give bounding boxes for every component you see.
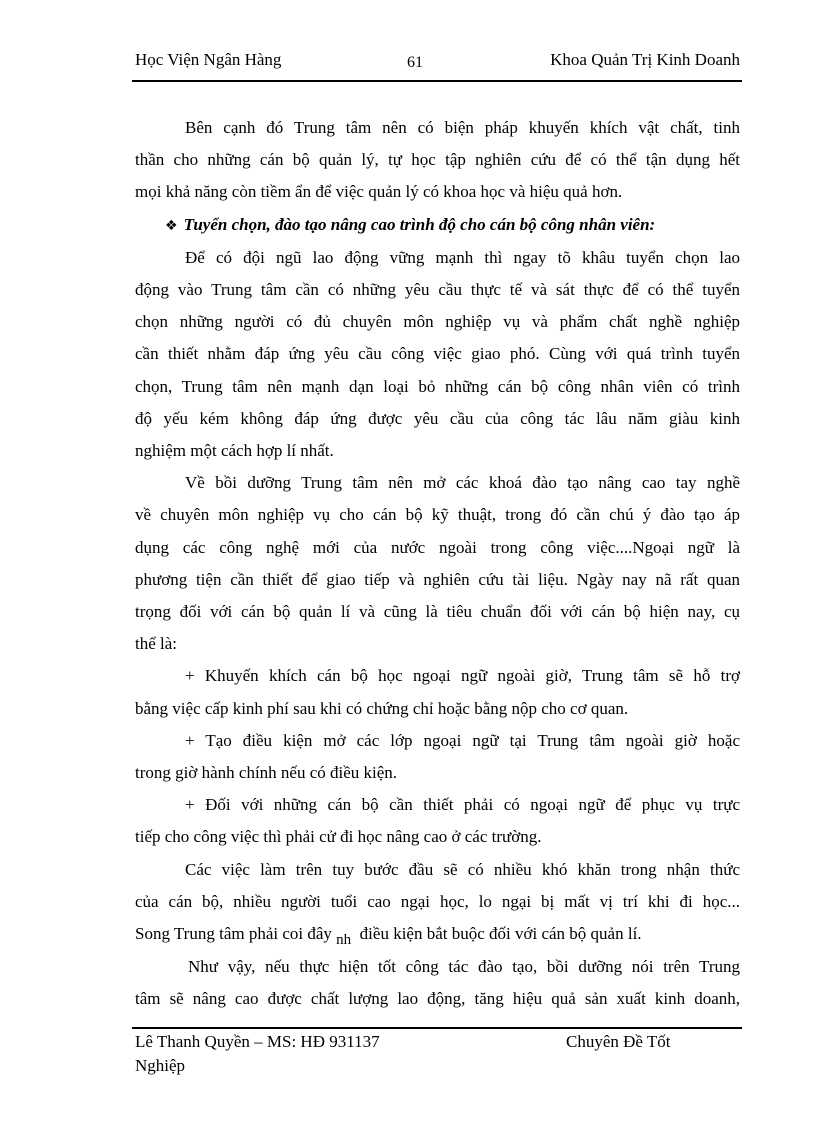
paragraph-line: trọng đối với cán bộ quản lí và cũng là tiêu chuẩn đối với cán bộ hiện nay, cụ [135, 602, 740, 622]
paragraph-line: phương tiện cần thiết để giao tiếp và nghiên cứu tài liệu. Ngày nay nã rất quan [135, 569, 740, 589]
paragraph-line: nghiệm một cách hợp lí nhất. [135, 441, 334, 461]
section-heading-text: Tuyển chọn, đào tạo nâng cao trình độ cho cán bộ công nhân viên: [183, 214, 656, 234]
paragraph-line: mọi khả năng còn tiềm ẩn để việc quản lý có khoa học và hiệu quả hơn. [135, 182, 623, 202]
paragraph-line: chọn, Trung tâm nên mạnh dạn loại bỏ những cán bộ công nhân viên có trình [135, 376, 740, 396]
paragraph-line: thần cho những cán bộ quản lý, tự học tập nghiên cứu để có thể tận dụng hết [135, 150, 740, 170]
header-institution: Học Viện Ngân Hàng [135, 50, 282, 69]
paragraph-line: tâm sẽ nâng cao được chất lượng lao động, tăng hiệu quả sản xuất kinh doanh, [135, 989, 740, 1009]
page-number: 61 [407, 54, 423, 71]
paragraph-line: thể là: [135, 634, 178, 654]
paragraph-line: của cán bộ, nhiều người tuổi cao ngại học, lo ngại bị mất vị trí khi đi học... [135, 891, 740, 911]
paragraph-line: độ yếu kém không đáp ứng được yêu cầu của công tác lâu năm giàu kinh [135, 408, 740, 428]
diamond-bullet-icon: ❖ [165, 217, 178, 234]
paragraph-line: Như vậy, nếu thực hiện tốt công tác đào tạo, bồi dưỡng nói trên Trung [188, 957, 740, 977]
footer-title: Chuyên Đề Tốt [566, 1032, 671, 1051]
list-item-line: + Đối với những cán bộ cần thiết phải có ngoại ngữ để phục vụ trực [185, 795, 740, 815]
paragraph-line: dụng các công nghệ mới của nước ngoài trong công việc....Ngoại ngữ là [135, 537, 740, 557]
list-item-line: bằng việc cấp kinh phí sau khi có chứng chỉ hoặc bằng nộp cho cơ quan. [135, 698, 629, 718]
stray-subscript-text: nh [336, 932, 352, 949]
paragraph-text: Song Trung tâm phải coi đây [135, 924, 332, 944]
page-header [135, 50, 740, 80]
header-faculty: Khoa Quản Trị Kinh Doanh [550, 50, 740, 69]
section-heading [135, 209, 740, 242]
paragraph-line: Về bồi dưỡng Trung tâm nên mở các khoá đào tạo nâng cao tay nghề [185, 473, 740, 493]
footer-rule [132, 1027, 742, 1029]
paragraph-line: động vào Trung tâm cần có những yêu cầu thực tế và sát thực để có thể tuyển [135, 280, 740, 300]
list-item-line: tiếp cho công việc thì phải cử đi học nâng cao ở các trường. [135, 827, 542, 847]
list-item-line: trong giờ hành chính nếu có điều kiện. [135, 763, 398, 783]
paragraph-line: Để có đội ngũ lao động vững mạnh thì ngay tõ khâu tuyển chọn lao [185, 247, 740, 267]
list-item-line: + Khuyến khích cán bộ học ngoại ngữ ngoài giờ, Trung tâm sẽ hỗ trợ [185, 666, 740, 686]
paragraph-line [135, 918, 740, 951]
paragraph-text: điều kiện bắt buộc đối với cán bộ quản lí. [359, 924, 642, 944]
footer-author: Lê Thanh Quyền – MS: HĐ 931137 [135, 1032, 380, 1051]
paragraph-line: cần thiết nhằm đáp ứng yêu cầu công việc giao phó. Cùng với quá trình tuyển [135, 344, 740, 364]
list-item-line: + Tạo điều kiện mở các lớp ngoại ngữ tại Trung tâm ngoài giờ hoặc [185, 730, 740, 750]
paragraph-line: chọn những người có đủ chuyên môn nghiệp vụ và phẩm chất nghề nghiệp [135, 312, 740, 332]
page-body [135, 112, 740, 1016]
paragraph-line: Các việc làm trên tuy bước đầu sẽ có nhiều khó khăn trong nhận thức [185, 859, 740, 879]
paragraph-line: Bên cạnh đó Trung tâm nên có biện pháp khuyến khích vật chất, tinh [185, 118, 740, 137]
paragraph-line: về chuyên môn nghiệp vụ cho cán bộ kỹ thuật, trong đó cần chú ý đào tạo áp [135, 505, 740, 525]
header-rule [132, 80, 742, 82]
footer-title-continued: Nghiệp [135, 1056, 186, 1075]
